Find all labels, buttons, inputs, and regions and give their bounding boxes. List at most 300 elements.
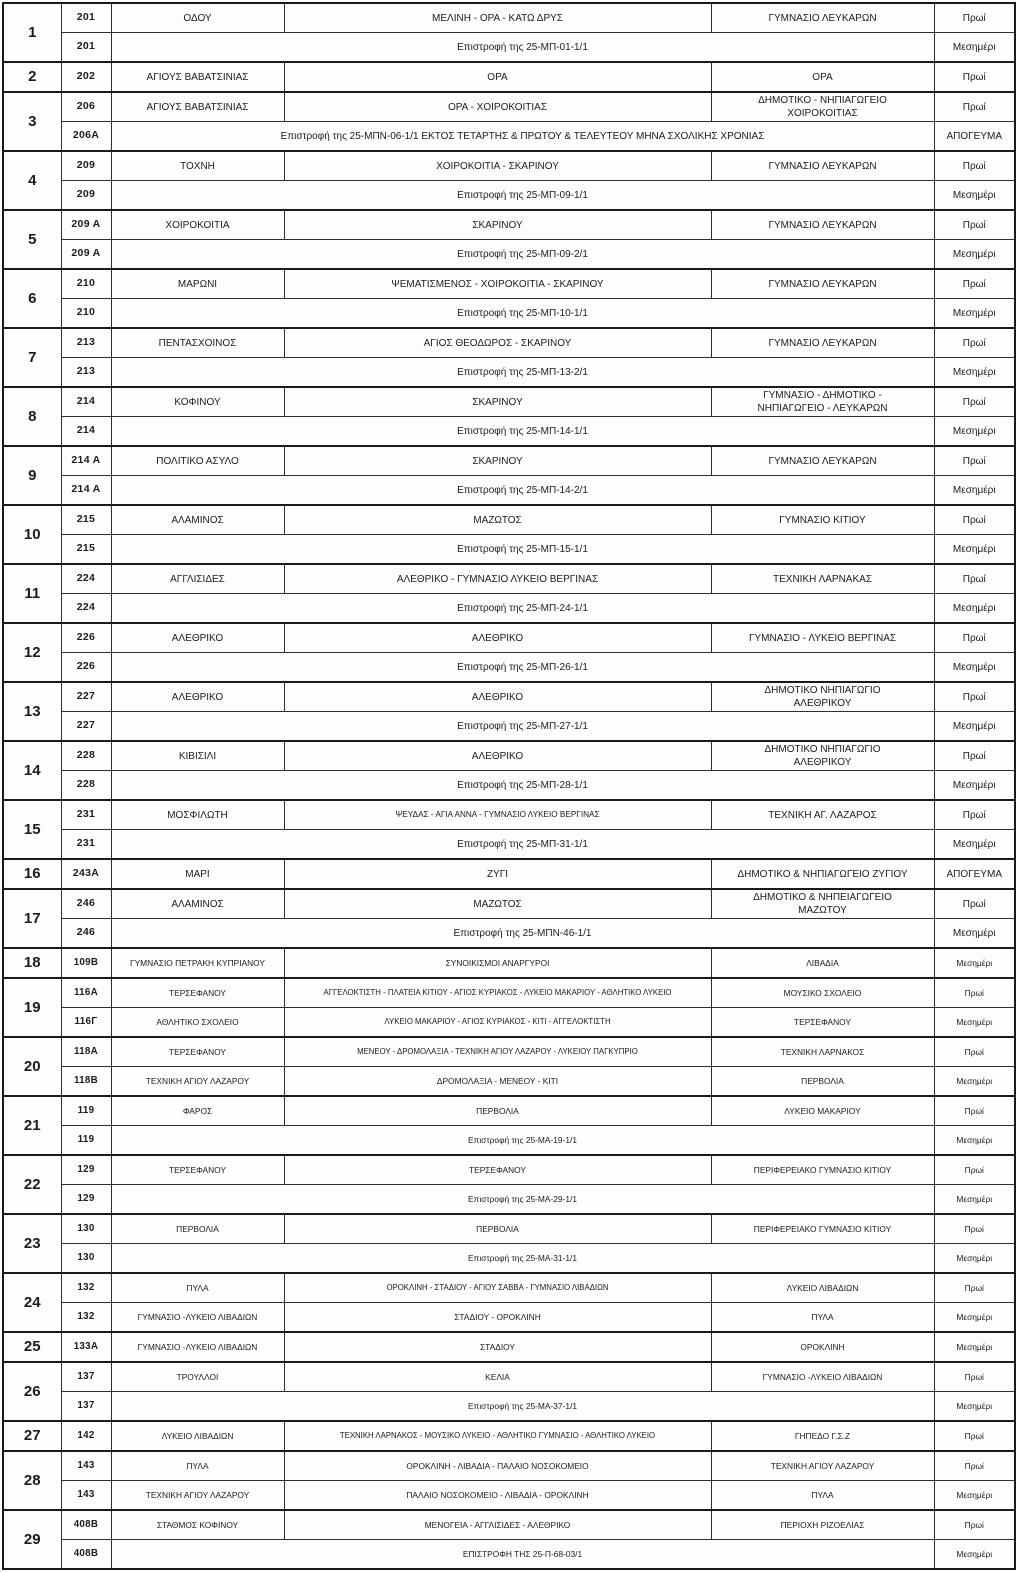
table-row xyxy=(3,1096,1015,1126)
route-number: 201 xyxy=(61,3,111,33)
time-cell: Πρωί xyxy=(934,1273,1015,1303)
destination-cell: ΛΥΚΕΙΟ ΜΑΚΑΡΙΟΥ xyxy=(711,1096,934,1126)
table-row xyxy=(3,859,1015,889)
return-cell: Επιστροφή της 25-ΜΑ-31-1/1 xyxy=(111,1244,934,1274)
table-row xyxy=(3,122,1015,152)
group-number: 21 xyxy=(3,1096,61,1155)
time-cell: Μεσημέρι xyxy=(934,1244,1015,1274)
table-row xyxy=(3,505,1015,535)
return-cell: Επιστροφή της 25-ΜΠΝ-06-1/1 ΕΚΤΟΣ ΤΕΤΑΡΤΗΣ & ΠΡΩΤΟΥ & ΤΕΛΕΥΤΕΟΥ ΜΗΝΑ ΣΧΟΛΙΚΗΣ ΧΡΟΝΙΑΣ xyxy=(111,122,934,152)
route-number: 116Γ xyxy=(61,1008,111,1038)
time-cell: Πρωί xyxy=(934,210,1015,240)
destination-cell: ΔΗΜΟΤΙΚΟ ΝΗΠΙΑΓΩΓΙΟ ΑΛΕΘΡΙΚΟΥ xyxy=(711,682,934,712)
table-row xyxy=(3,476,1015,506)
table-row xyxy=(3,1451,1015,1481)
route-number: 231 xyxy=(61,830,111,860)
route-number: 119 xyxy=(61,1096,111,1126)
route-description-cell: ΣΚΑΡΙΝΟΥ xyxy=(284,210,711,240)
table-row xyxy=(3,181,1015,211)
group-number: 1 xyxy=(3,3,61,62)
table-row xyxy=(3,358,1015,388)
table-row xyxy=(3,889,1015,919)
route-number: 109Β xyxy=(61,948,111,978)
route-number: 210 xyxy=(61,299,111,329)
group-number: 23 xyxy=(3,1214,61,1273)
destination-cell: ΜΟΥΣΙΚΟ ΣΧΟΛΕΙΟ xyxy=(711,978,934,1008)
route-number: 132 xyxy=(61,1273,111,1303)
group-number: 18 xyxy=(3,948,61,978)
time-cell: Μεσημέρι xyxy=(934,830,1015,860)
origin-cell: ΠΥΛΑ xyxy=(111,1451,284,1481)
bus-routes-table xyxy=(2,2,1016,1570)
route-number: 130 xyxy=(61,1244,111,1274)
time-cell: Πρωί xyxy=(934,623,1015,653)
destination-cell: ΓΥΜΝΑΣΙΟ ΛΕΥΚΑΡΩΝ xyxy=(711,3,934,33)
group-number: 7 xyxy=(3,328,61,387)
route-description-cell: ΜΑΖΩΤΟΣ xyxy=(284,505,711,535)
table-row xyxy=(3,712,1015,742)
return-cell: Επιστροφή της 25-ΜΑ-37-1/1 xyxy=(111,1392,934,1422)
group-number: 12 xyxy=(3,623,61,682)
time-cell: Μεσημέρι xyxy=(934,181,1015,211)
group-number: 5 xyxy=(3,210,61,269)
table-row xyxy=(3,741,1015,771)
time-cell: Πρωί xyxy=(934,682,1015,712)
destination-cell: ΓΥΜΝΑΣΙΟ ΛΕΥΚΑΡΩΝ xyxy=(711,151,934,181)
time-cell: Μεσημέρι xyxy=(934,1185,1015,1215)
destination-cell: ΠΕΡΙΦΕΡΕΙΑΚΟ ΓΥΜΝΑΣΙΟ ΚΙΤΙΟΥ xyxy=(711,1155,934,1185)
time-cell: ΑΠΟΓΕΥΜΑ xyxy=(934,859,1015,889)
destination-cell: ΓΥΜΝΑΣΙΟ - ΔΗΜΟΤΙΚΟ - ΝΗΠΙΑΓΩΓΕΙΟ - ΛΕΥΚΑΡΩΝ xyxy=(711,387,934,417)
group-number: 27 xyxy=(3,1421,61,1451)
origin-cell: ΧΟΙΡΟΚΟΙΤΙΑ xyxy=(111,210,284,240)
destination-cell: ΤΕΡΣΕΦΑΝΟΥ xyxy=(711,1008,934,1038)
return-cell: ΕΠΙΣΤΡΟΦΗ ΤΗΣ 25-Π-68-03/1 xyxy=(111,1540,934,1570)
group-number: 2 xyxy=(3,62,61,92)
time-cell: Πρωί xyxy=(934,3,1015,33)
origin-cell: ΟΔΟΥ xyxy=(111,3,284,33)
route-number: 129 xyxy=(61,1155,111,1185)
time-cell: Μεσημέρι xyxy=(934,1332,1015,1362)
return-cell: Επιστροφή της 25-ΜΠ-01-1/1 xyxy=(111,33,934,63)
origin-cell: ΜΟΣΦΙΛΩΤΗ xyxy=(111,800,284,830)
group-number: 29 xyxy=(3,1510,61,1569)
group-number: 17 xyxy=(3,889,61,948)
time-cell: Μεσημέρι xyxy=(934,1392,1015,1422)
route-number: 231 xyxy=(61,800,111,830)
route-description-cell: ΠΑΛΑΙΟ ΝΟΣΟΚΟΜΕΙΟ - ΛΙΒΑΔΙΑ - ΟΡΟΚΛΙΝΗ xyxy=(284,1481,711,1511)
destination-cell: ΠΕΡΙΦΕΡΕΙΑΚΟ ΓΥΜΝΑΣΙΟ ΚΙΤΙΟΥ xyxy=(711,1214,934,1244)
route-description-cell: ΣΥΝΟΙΚΙΣΜΟΙ ΑΝΑΡΓΥΡΟΙ xyxy=(284,948,711,978)
route-number: 213 xyxy=(61,328,111,358)
route-number: 129 xyxy=(61,1185,111,1215)
time-cell: Πρωί xyxy=(934,62,1015,92)
table-row xyxy=(3,1303,1015,1333)
time-cell: Μεσημέρι xyxy=(934,417,1015,447)
origin-cell: ΤΡΟΥΛΛΟΙ xyxy=(111,1362,284,1392)
table-row xyxy=(3,1067,1015,1097)
group-number: 8 xyxy=(3,387,61,446)
origin-cell: ΛΥΚΕΙΟ ΛΙΒΑΔΙΩΝ xyxy=(111,1421,284,1451)
route-description-cell: ΑΛΕΘΡΙΚΟ - ΓΥΜΝΑΣΙΟ ΛΥΚΕΙΟ ΒΕΡΓΙΝΑΣ xyxy=(284,564,711,594)
group-number: 13 xyxy=(3,682,61,741)
time-cell: Πρωί xyxy=(934,1037,1015,1067)
time-cell: Μεσημέρι xyxy=(934,299,1015,329)
route-number: 243Α xyxy=(61,859,111,889)
destination-cell: ΓΥΜΝΑΣΙΟ ΛΕΥΚΑΡΩΝ xyxy=(711,210,934,240)
table-row xyxy=(3,240,1015,270)
return-cell: Επιστροφή της 25-ΜΠΝ-46-1/1 xyxy=(111,919,934,949)
route-number: 119 xyxy=(61,1126,111,1156)
table-row xyxy=(3,653,1015,683)
origin-cell: ΤΟΧΝΗ xyxy=(111,151,284,181)
time-cell: Πρωί xyxy=(934,889,1015,919)
origin-cell: ΓΥΜΝΑΣΙΟ -ΛΥΚΕΙΟ ΛΙΒΑΔΙΩΝ xyxy=(111,1303,284,1333)
time-cell: Μεσημέρι xyxy=(934,1067,1015,1097)
origin-cell: ΠΟΛΙΤΙΚΟ ΑΣΥΛΟ xyxy=(111,446,284,476)
time-cell: Πρωί xyxy=(934,1155,1015,1185)
origin-cell: ΜΑΡΙ xyxy=(111,859,284,889)
destination-cell: ΠΕΡΙΟΧΗ ΡΙΖΟΕΛΙΑΣ xyxy=(711,1510,934,1540)
route-number: 209 Α xyxy=(61,240,111,270)
route-description-cell: ΑΛΕΘΡΙΚΟ xyxy=(284,623,711,653)
time-cell: Πρωί xyxy=(934,505,1015,535)
table-row xyxy=(3,564,1015,594)
origin-cell: ΑΓΙΟΥΣ ΒΑΒΑΤΣΙΝΙΑΣ xyxy=(111,62,284,92)
group-number: 16 xyxy=(3,859,61,889)
time-cell: Πρωί xyxy=(934,1096,1015,1126)
time-cell: Μεσημέρι xyxy=(934,712,1015,742)
route-number: 227 xyxy=(61,712,111,742)
route-number: 215 xyxy=(61,505,111,535)
return-cell: Επιστροφή της 25-ΜΠ-24-1/1 xyxy=(111,594,934,624)
route-number: 246 xyxy=(61,919,111,949)
route-number: 215 xyxy=(61,535,111,565)
route-number: 116Α xyxy=(61,978,111,1008)
route-number: 202 xyxy=(61,62,111,92)
origin-cell: ΤΕΧΝΙΚΗ ΑΓΙΟΥ ΛΑΖΑΡΟΥ xyxy=(111,1481,284,1511)
time-cell: Μεσημέρι xyxy=(934,948,1015,978)
route-description-cell: ΤΕΡΣΕΦΑΝΟΥ xyxy=(284,1155,711,1185)
table-row xyxy=(3,151,1015,181)
route-number: 209 xyxy=(61,151,111,181)
return-cell: Επιστροφή της 25-ΜΠ-14-2/1 xyxy=(111,476,934,506)
route-number: 214 xyxy=(61,417,111,447)
group-number: 20 xyxy=(3,1037,61,1096)
route-number: 118Α xyxy=(61,1037,111,1067)
origin-cell: ΠΥΛΑ xyxy=(111,1273,284,1303)
return-cell: Επιστροφή της 25-ΜΠ-15-1/1 xyxy=(111,535,934,565)
time-cell: Μεσημέρι xyxy=(934,33,1015,63)
route-number: 214 Α xyxy=(61,446,111,476)
table-row xyxy=(3,1540,1015,1570)
route-description-cell: ΣΚΑΡΙΝΟΥ xyxy=(284,387,711,417)
origin-cell: ΓΥΜΝΑΣΙΟ ΠΕΤΡΑΚΗ ΚΥΠΡΙΑΝΟΥ xyxy=(111,948,284,978)
origin-cell: ΤΕΧΝΙΚΗ ΑΓΙΟΥ ΛΑΖΑΡΟΥ xyxy=(111,1067,284,1097)
destination-cell: ΓΥΜΝΑΣΙΟ ΛΕΥΚΑΡΩΝ xyxy=(711,446,934,476)
time-cell: Μεσημέρι xyxy=(934,1126,1015,1156)
return-cell: Επιστροφή της 25-ΜΠ-28-1/1 xyxy=(111,771,934,801)
route-number: 227 xyxy=(61,682,111,712)
destination-cell: ΤΕΧΝΙΚΗ ΑΓ. ΛΑΖΑΡΟΣ xyxy=(711,800,934,830)
origin-cell: ΑΛΑΜΙΝΟΣ xyxy=(111,889,284,919)
route-number: 206 xyxy=(61,92,111,122)
route-number: 224 xyxy=(61,594,111,624)
origin-cell: ΚΟΦΙΝΟΥ xyxy=(111,387,284,417)
origin-cell: ΑΘΛΗΤΙΚΟ ΣΧΟΛΕΙΟ xyxy=(111,1008,284,1038)
route-description-cell: ΜΕΝΕΟΥ - ΔΡΟΜΟΛΑΞΙΑ - ΤΕΧΝΙΚΗ ΑΓΙΟΥ ΛΑΖΑΡΟΥ - ΛΥΚΕΙΟΥ ΠΑΓΚΥΠΡΙΟ xyxy=(284,1037,711,1067)
group-number: 6 xyxy=(3,269,61,328)
route-description-cell: ΟΡΑ - ΧΟΙΡΟΚΟΙΤΙΑΣ xyxy=(284,92,711,122)
destination-cell: ΓΥΜΝΑΣΙΟ ΛΕΥΚΑΡΩΝ xyxy=(711,328,934,358)
route-number: 210 xyxy=(61,269,111,299)
group-number: 24 xyxy=(3,1273,61,1332)
origin-cell: ΑΛΑΜΙΝΟΣ xyxy=(111,505,284,535)
destination-cell: ΛΥΚΕΙΟ ΛΙΒΑΔΙΩΝ xyxy=(711,1273,934,1303)
route-description-cell: ΟΡΑ xyxy=(284,62,711,92)
route-number: 137 xyxy=(61,1362,111,1392)
route-description-cell: ΧΟΙΡΟΚΟΙΤΙΑ - ΣΚΑΡΙΝΟΥ xyxy=(284,151,711,181)
route-number: 209 Α xyxy=(61,210,111,240)
route-number: 224 xyxy=(61,564,111,594)
group-number: 9 xyxy=(3,446,61,505)
route-number: 213 xyxy=(61,358,111,388)
time-cell: Μεσημέρι xyxy=(934,535,1015,565)
route-number: 206Α xyxy=(61,122,111,152)
table-row xyxy=(3,1155,1015,1185)
time-cell: Πρωί xyxy=(934,800,1015,830)
route-number: 132 xyxy=(61,1303,111,1333)
time-cell: Μεσημέρι xyxy=(934,653,1015,683)
table-row xyxy=(3,1332,1015,1362)
table-row xyxy=(3,919,1015,949)
time-cell: Πρωί xyxy=(934,1421,1015,1451)
return-cell: Επιστροφή της 25-ΜΠ-31-1/1 xyxy=(111,830,934,860)
origin-cell: ΣΤΑΘΜΟΣ ΚΟΦΙΝΟΥ xyxy=(111,1510,284,1540)
time-cell: Μεσημέρι xyxy=(934,1540,1015,1570)
route-number: 408Β xyxy=(61,1540,111,1570)
time-cell: Πρωί xyxy=(934,1362,1015,1392)
table-row xyxy=(3,92,1015,122)
table-row xyxy=(3,1510,1015,1540)
group-number: 4 xyxy=(3,151,61,210)
origin-cell: ΑΓΙΟΥΣ ΒΑΒΑΤΣΙΝΙΑΣ xyxy=(111,92,284,122)
table-row xyxy=(3,33,1015,63)
time-cell: Μεσημέρι xyxy=(934,1303,1015,1333)
table-row xyxy=(3,594,1015,624)
route-description-cell: ΣΚΑΡΙΝΟΥ xyxy=(284,446,711,476)
route-number: 214 xyxy=(61,387,111,417)
route-number: 214 Α xyxy=(61,476,111,506)
route-number: 209 xyxy=(61,181,111,211)
route-description-cell: ΜΕΛΙΝΗ - ΟΡΑ - ΚΑΤΩ ΔΡΥΣ xyxy=(284,3,711,33)
table-row xyxy=(3,62,1015,92)
route-number: 408Β xyxy=(61,1510,111,1540)
group-number: 28 xyxy=(3,1451,61,1510)
table-row xyxy=(3,387,1015,417)
route-number: 226 xyxy=(61,623,111,653)
time-cell: Πρωί xyxy=(934,387,1015,417)
route-description-cell: ΤΕΧΝΙΚΗ ΛΑΡΝΑΚΟΣ - ΜΟΥΣΙΚΟ ΛΥΚΕΙΟ - ΑΘΛΗΤΙΚΟ ΓΥΜΝΑΣΙΟ - ΑΘΛΗΤΙΚΟ ΛΥΚΕΙΟ xyxy=(284,1421,711,1451)
origin-cell: ΤΕΡΣΕΦΑΝΟΥ xyxy=(111,978,284,1008)
route-description-cell: ΣΤΑΔΙΟΥ xyxy=(284,1332,711,1362)
route-description-cell: ΟΡΟΚΛΙΝΗ - ΛΙΒΑΔΙΑ - ΠΑΛΑΙΟ ΝΟΣΟΚΟΜΕΙΟ xyxy=(284,1451,711,1481)
time-cell: Μεσημέρι xyxy=(934,358,1015,388)
table-row xyxy=(3,830,1015,860)
destination-cell: ΤΕΧΝΙΚΗ ΛΑΡΝΑΚΑΣ xyxy=(711,564,934,594)
destination-cell: ΤΕΧΝΙΚΗ ΛΑΡΝΑΚΟΣ xyxy=(711,1037,934,1067)
group-number: 19 xyxy=(3,978,61,1037)
return-cell: Επιστροφή της 25-ΜΑ-19-1/1 xyxy=(111,1126,934,1156)
route-description-cell: ΑΓΙΟΣ ΘΕΟΔΩΡΟΣ - ΣΚΑΡΙΝΟΥ xyxy=(284,328,711,358)
time-cell: Πρωί xyxy=(934,1510,1015,1540)
destination-cell: ΔΗΜΟΤΙΚΟ & ΝΗΠΕΙΑΓΩΓΕΙΟ ΜΑΖΩΤΟΥ xyxy=(711,889,934,919)
origin-cell: ΤΕΡΣΕΦΑΝΟΥ xyxy=(111,1037,284,1067)
origin-cell: ΜΑΡΩΝΙ xyxy=(111,269,284,299)
route-description-cell: ΣΤΑΔΙΟΥ - ΟΡΟΚΛΙΝΗ xyxy=(284,1303,711,1333)
origin-cell: ΓΥΜΝΑΣΙΟ -ΛΥΚΕΙΟ ΛΙΒΑΔΙΩΝ xyxy=(111,1332,284,1362)
origin-cell: ΠΕΝΤΑΣΧΟΙΝΟΣ xyxy=(111,328,284,358)
table-row xyxy=(3,446,1015,476)
table-row xyxy=(3,1481,1015,1511)
time-cell: Μεσημέρι xyxy=(934,240,1015,270)
return-cell: Επιστροφή της 25-ΜΑ-29-1/1 xyxy=(111,1185,934,1215)
route-description-cell: ΠΕΡΒΟΛΙΑ xyxy=(284,1096,711,1126)
destination-cell: ΓΗΠΕΔΟ Γ.Σ.Ζ xyxy=(711,1421,934,1451)
route-number: 228 xyxy=(61,771,111,801)
destination-cell: ΔΗΜΟΤΙΚΟ ΝΗΠΙΑΓΩΓΙΟ ΑΛΕΘΡΙΚΟΥ xyxy=(711,741,934,771)
table-row xyxy=(3,210,1015,240)
destination-cell: ΟΡΑ xyxy=(711,62,934,92)
table-row xyxy=(3,1392,1015,1422)
time-cell: Πρωί xyxy=(934,564,1015,594)
table-row xyxy=(3,771,1015,801)
route-description-cell: ΖΥΓΙ xyxy=(284,859,711,889)
route-description-cell: ΨΕΜΑΤΙΣΜΕΝΟΣ - ΧΟΙΡΟΚΟΙΤΙΑ - ΣΚΑΡΙΝΟΥ xyxy=(284,269,711,299)
return-cell: Επιστροφή της 25-ΜΠ-26-1/1 xyxy=(111,653,934,683)
table-row xyxy=(3,3,1015,33)
time-cell: Πρωί xyxy=(934,741,1015,771)
table-row xyxy=(3,535,1015,565)
destination-cell: ΓΥΜΝΑΣΙΟ - ΛΥΚΕΙΟ ΒΕΡΓΙΝΑΣ xyxy=(711,623,934,653)
route-number: 133Α xyxy=(61,1332,111,1362)
time-cell: Μεσημέρι xyxy=(934,594,1015,624)
destination-cell: ΔΗΜΟΤΙΚΟ & ΝΗΠΙΑΓΩΓΕΙΟ ΖΥΓΙΟΥ xyxy=(711,859,934,889)
group-number: 14 xyxy=(3,741,61,800)
table-row xyxy=(3,1126,1015,1156)
table-row xyxy=(3,1421,1015,1451)
destination-cell: ΠΥΛΑ xyxy=(711,1481,934,1511)
group-number: 3 xyxy=(3,92,61,151)
group-number: 15 xyxy=(3,800,61,859)
route-description-cell: ΨΕΥΔΑΣ - ΑΓΙΑ ΑΝΝΑ - ΓΥΜΝΑΣΙΟ ΛΥΚΕΙΟ ΒΕΡΓΙΝΑΣ xyxy=(284,800,711,830)
destination-cell: ΠΕΡΒΟΛΙΑ xyxy=(711,1067,934,1097)
table-row xyxy=(3,1008,1015,1038)
table-row xyxy=(3,299,1015,329)
origin-cell: ΦΑΡΟΣ xyxy=(111,1096,284,1126)
return-cell: Επιστροφή της 25-ΜΠ-09-2/1 xyxy=(111,240,934,270)
time-cell: Πρωί xyxy=(934,1451,1015,1481)
route-number: 142 xyxy=(61,1421,111,1451)
route-number: 246 xyxy=(61,889,111,919)
time-cell: Πρωί xyxy=(934,151,1015,181)
origin-cell: ΑΓΓΛΙΣΙΔΕΣ xyxy=(111,564,284,594)
group-number: 22 xyxy=(3,1155,61,1214)
destination-cell: ΓΥΜΝΑΣΙΟ ΚΙΤΙΟΥ xyxy=(711,505,934,535)
return-cell: Επιστροφή της 25-ΜΠ-09-1/1 xyxy=(111,181,934,211)
origin-cell: ΤΕΡΣΕΦΑΝΟΥ xyxy=(111,1155,284,1185)
route-description-cell: ΛΥΚΕΙΟ ΜΑΚΑΡΙΟΥ - ΑΓΙΟΣ ΚΥΡΙΑΚΟΣ - ΚΙΤΙ - ΑΓΓΕΛΟΚΤΙΣΤΗ xyxy=(284,1008,711,1038)
return-cell: Επιστροφή της 25-ΜΠ-10-1/1 xyxy=(111,299,934,329)
time-cell: Μεσημέρι xyxy=(934,919,1015,949)
table-row xyxy=(3,800,1015,830)
destination-cell: ΟΡΟΚΛΙΝΗ xyxy=(711,1332,934,1362)
time-cell: Πρωί xyxy=(934,978,1015,1008)
destination-cell: ΓΥΜΝΑΣΙΟ -ΛΥΚΕΙΟ ΛΙΒΑΔΙΩΝ xyxy=(711,1362,934,1392)
table-row xyxy=(3,682,1015,712)
time-cell: ΑΠΟΓΕΥΜΑ xyxy=(934,122,1015,152)
route-description-cell: ΚΕΛΙΑ xyxy=(284,1362,711,1392)
return-cell: Επιστροφή της 25-ΜΠ-27-1/1 xyxy=(111,712,934,742)
destination-cell: ΔΗΜΟΤΙΚΟ - ΝΗΠΙΑΓΩΓΕΙΟ ΧΟΙΡΟΚΟΙΤΙΑΣ xyxy=(711,92,934,122)
route-number: 143 xyxy=(61,1481,111,1511)
route-number: 226 xyxy=(61,653,111,683)
route-number: 130 xyxy=(61,1214,111,1244)
destination-cell: ΤΕΧΝΙΚΗ ΑΓΙΟΥ ΛΑΖΑΡΟΥ xyxy=(711,1451,934,1481)
route-number: 143 xyxy=(61,1451,111,1481)
destination-cell: ΓΥΜΝΑΣΙΟ ΛΕΥΚΑΡΩΝ xyxy=(711,269,934,299)
origin-cell: ΑΛΕΘΡΙΚΟ xyxy=(111,623,284,653)
time-cell: Πρωί xyxy=(934,92,1015,122)
time-cell: Μεσημέρι xyxy=(934,476,1015,506)
table-row xyxy=(3,417,1015,447)
return-cell: Επιστροφή της 25-ΜΠ-14-1/1 xyxy=(111,417,934,447)
return-cell: Επιστροφή της 25-ΜΠ-13-2/1 xyxy=(111,358,934,388)
route-description-cell: ΑΛΕΘΡΙΚΟ xyxy=(284,682,711,712)
table-row xyxy=(3,328,1015,358)
origin-cell: ΚΙΒΙΣΙΛΙ xyxy=(111,741,284,771)
route-description-cell: ΜΕΝΟΓΕΙΑ - ΑΓΓΛΙΣΙΔΕΣ - ΑΛΕΘΡΙΚΟ xyxy=(284,1510,711,1540)
table-row xyxy=(3,1362,1015,1392)
route-description-cell: ΟΡΟΚΛΙΝΗ - ΣΤΑΔΙΟΥ - ΑΓΙΟΥ ΣΑΒΒΑ - ΓΥΜΝΑΣΙΟ ΛΙΒΑΔΙΩΝ xyxy=(284,1273,711,1303)
destination-cell: ΠΥΛΑ xyxy=(711,1303,934,1333)
destination-cell: ΛΙΒΑΔΙΑ xyxy=(711,948,934,978)
table-row xyxy=(3,948,1015,978)
group-number: 25 xyxy=(3,1332,61,1362)
route-number: 228 xyxy=(61,741,111,771)
routes-table-body xyxy=(3,3,1015,1569)
table-row xyxy=(3,623,1015,653)
group-number: 10 xyxy=(3,505,61,564)
time-cell: Πρωί xyxy=(934,446,1015,476)
table-row xyxy=(3,1037,1015,1067)
group-number: 11 xyxy=(3,564,61,623)
route-number: 201 xyxy=(61,33,111,63)
route-description-cell: ΜΑΖΩΤΟΣ xyxy=(284,889,711,919)
route-number: 137 xyxy=(61,1392,111,1422)
route-number: 118Β xyxy=(61,1067,111,1097)
table-row xyxy=(3,1214,1015,1244)
time-cell: Πρωί xyxy=(934,328,1015,358)
time-cell: Μεσημέρι xyxy=(934,1481,1015,1511)
time-cell: Πρωί xyxy=(934,1214,1015,1244)
table-row xyxy=(3,1273,1015,1303)
table-row xyxy=(3,1185,1015,1215)
table-row xyxy=(3,1244,1015,1274)
table-row xyxy=(3,269,1015,299)
route-description-cell: ΑΓΓΕΛΟΚΤΙΣΤΗ - ΠΛΑΤΕΙΑ ΚΙΤΙΟΥ - ΑΓΙΟΣ ΚΥΡΙΑΚΟΣ - ΛΥΚΕΙΟ ΜΑΚΑΡΙΟΥ - ΑΘΛΗΤΙΚΟ ΛΥΚΕΙΟ xyxy=(284,978,711,1008)
route-description-cell: ΔΡΟΜΟΛΑΞΙΑ - ΜΕΝΕΟΥ - ΚΙΤΙ xyxy=(284,1067,711,1097)
